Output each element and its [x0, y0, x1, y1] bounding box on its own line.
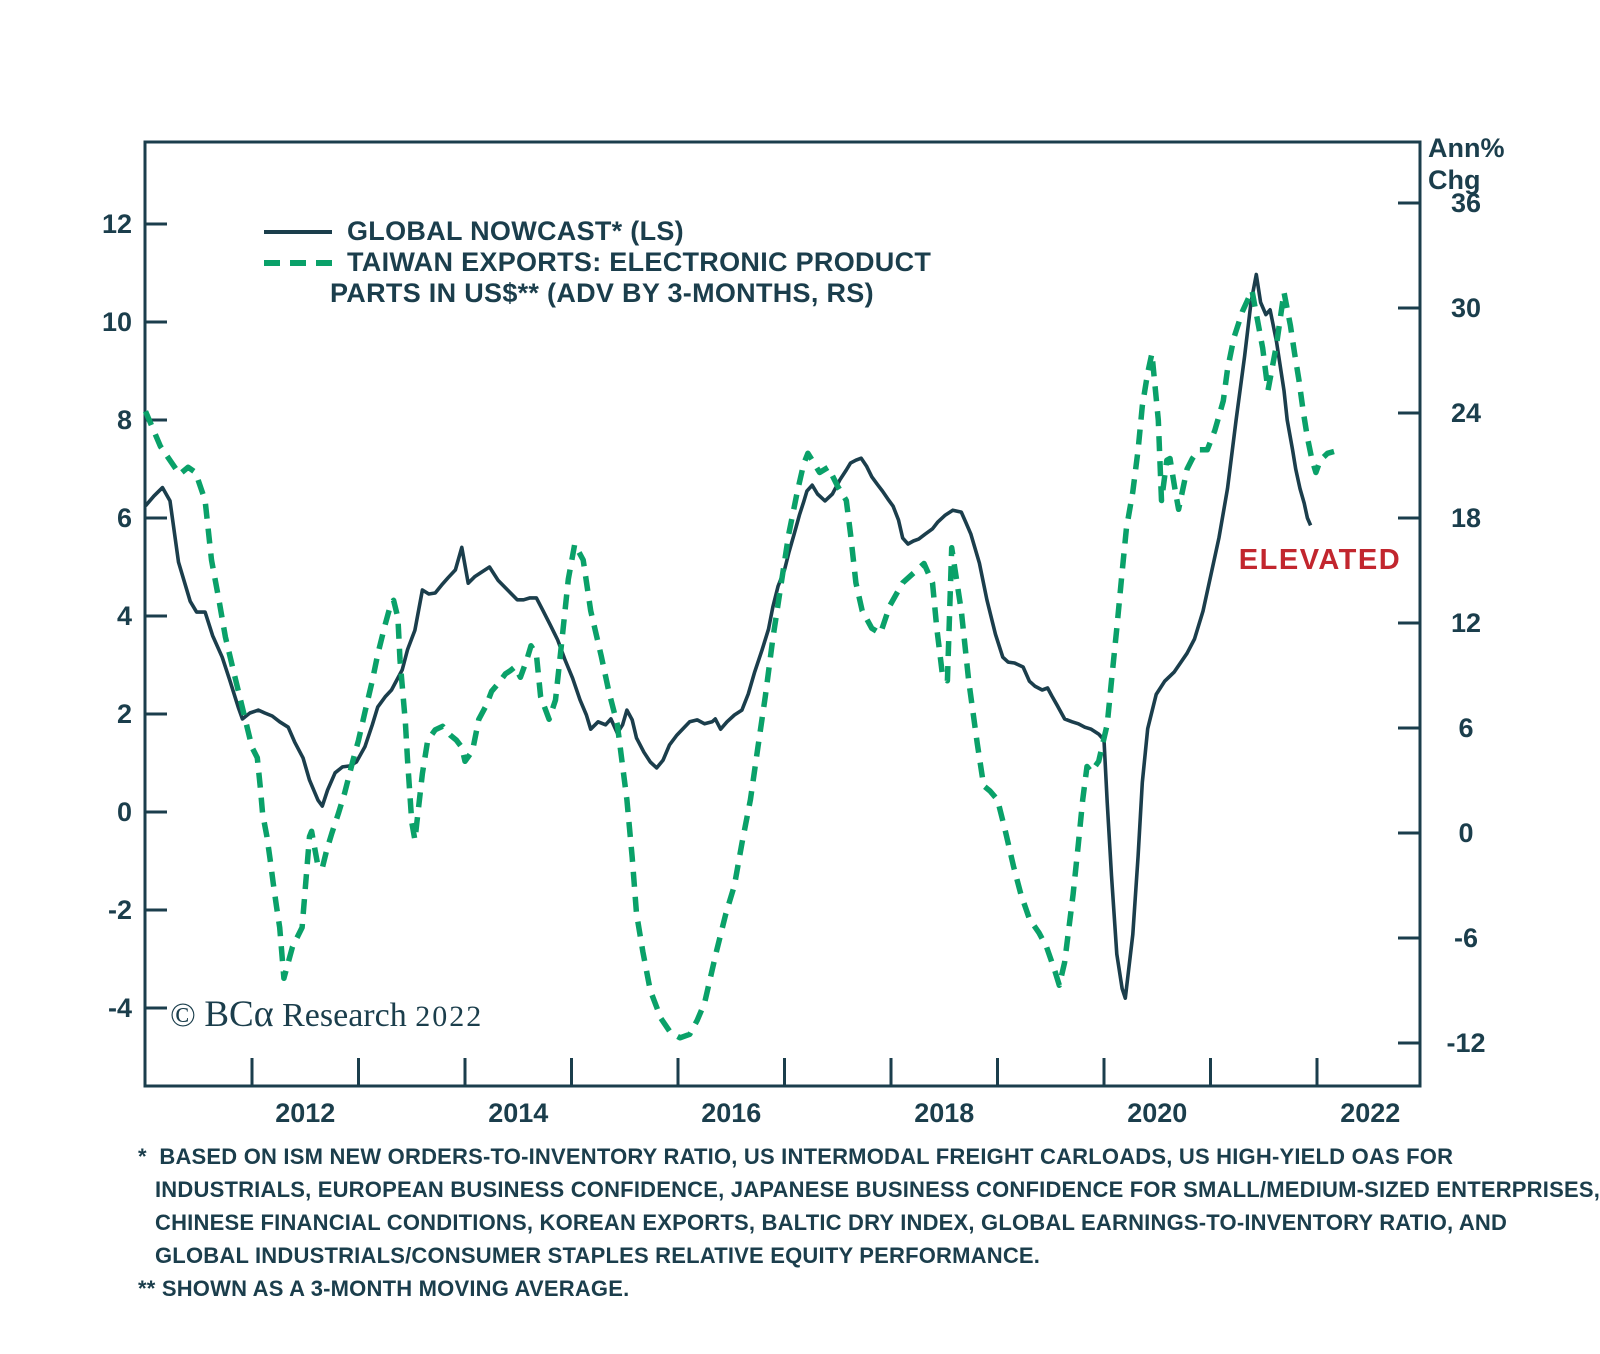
left-axis-tick-label: 8: [116, 405, 132, 435]
left-axis-tick-label: 10: [101, 307, 132, 337]
right-axis-tick-label: 0: [1458, 818, 1474, 848]
footnotes: [138, 1140, 1600, 1305]
left-axis-tick-label: 2: [116, 699, 132, 729]
right-axis-unit-line2: Chg: [1428, 165, 1481, 195]
legend-item-nowcast: [264, 216, 931, 247]
legend: [264, 216, 931, 309]
copyright-research: Research: [273, 997, 416, 1034]
right-axis-tick-label: 30: [1450, 293, 1482, 323]
x-axis-tick-label: 2022: [1340, 1098, 1401, 1128]
x-axis-tick-label: 2018: [914, 1098, 975, 1128]
left-axis-tick-label: 0: [116, 797, 132, 827]
legend-label-taiwan-line2: PARTS IN US$** (ADV BY 3-MONTHS, RS): [330, 278, 874, 308]
x-axis-tick-label: 2020: [1127, 1098, 1188, 1128]
alpha-glyph: α: [253, 993, 274, 1035]
legend-label-taiwan-line1: TAIWAN EXPORTS: ELECTRONIC PRODUCT: [347, 247, 932, 277]
left-axis-tick-label: 4: [116, 601, 132, 631]
right-axis-tick-label: 36: [1450, 188, 1482, 218]
copyright-logo: [170, 992, 483, 1036]
footnote-line-2: INDUSTRIALS, EUROPEAN BUSINESS CONFIDENCE, JAPANESE BUSINESS CONFIDENCE FOR SMALL/MEDIUM-SIZED ENTERPRISES,: [155, 1177, 1600, 1202]
legend-item-taiwan-exports: [264, 247, 931, 278]
left-axis-tick-label: 6: [116, 503, 132, 533]
footnote-line-5: ** SHOWN AS A 3-MONTH MOVING AVERAGE.: [138, 1276, 630, 1301]
solid-line-sample-icon: [264, 230, 332, 234]
taiwan-exports-line: [146, 291, 1335, 1038]
right-axis-tick-label: -12: [1446, 1028, 1486, 1058]
copyright-year: 2022: [415, 1000, 484, 1033]
left-axis-tick-label: 12: [101, 209, 132, 239]
copyright-symbol: ©: [170, 997, 205, 1034]
x-axis-tick-label: 2014: [488, 1098, 549, 1128]
dashed-line-sample-icon: [264, 260, 332, 266]
elevated-annotation: ELEVATED: [1238, 544, 1402, 576]
global-nowcast-line: [146, 275, 1311, 999]
footnote-line-4: GLOBAL INDUSTRIALS/CONSUMER STAPLES RELATIVE EQUITY PERFORMANCE.: [155, 1243, 1041, 1268]
x-axis-tick-label: 2012: [275, 1098, 336, 1128]
footnote-line-1: * BASED ON ISM NEW ORDERS-TO-INVENTORY RATIO, US INTERMODAL FREIGHT CARLOADS, US HIGH-YIELD OAS FOR: [138, 1144, 1454, 1169]
right-axis-tick-label: 24: [1450, 398, 1482, 428]
right-axis-tick-label: 12: [1450, 608, 1482, 638]
footnote-line-3: CHINESE FINANCIAL CONDITIONS, KOREAN EXPORTS, BALTIC DRY INDEX, GLOBAL EARNINGS-TO-INVENTORY RATIO, AND: [155, 1210, 1508, 1235]
right-axis-tick-label: 18: [1450, 503, 1482, 533]
right-axis-tick-label: 6: [1458, 713, 1474, 743]
brand-name: BCα: [204, 993, 274, 1035]
right-axis-unit-line1: Ann%: [1428, 133, 1505, 163]
left-axis-tick-label: -4: [107, 993, 132, 1023]
left-axis-tick-label: -2: [107, 895, 132, 925]
legend-label-nowcast: GLOBAL NOWCAST* (LS): [347, 216, 684, 246]
right-axis-tick-label: -6: [1453, 923, 1478, 953]
x-axis-tick-label: 2016: [701, 1098, 762, 1128]
